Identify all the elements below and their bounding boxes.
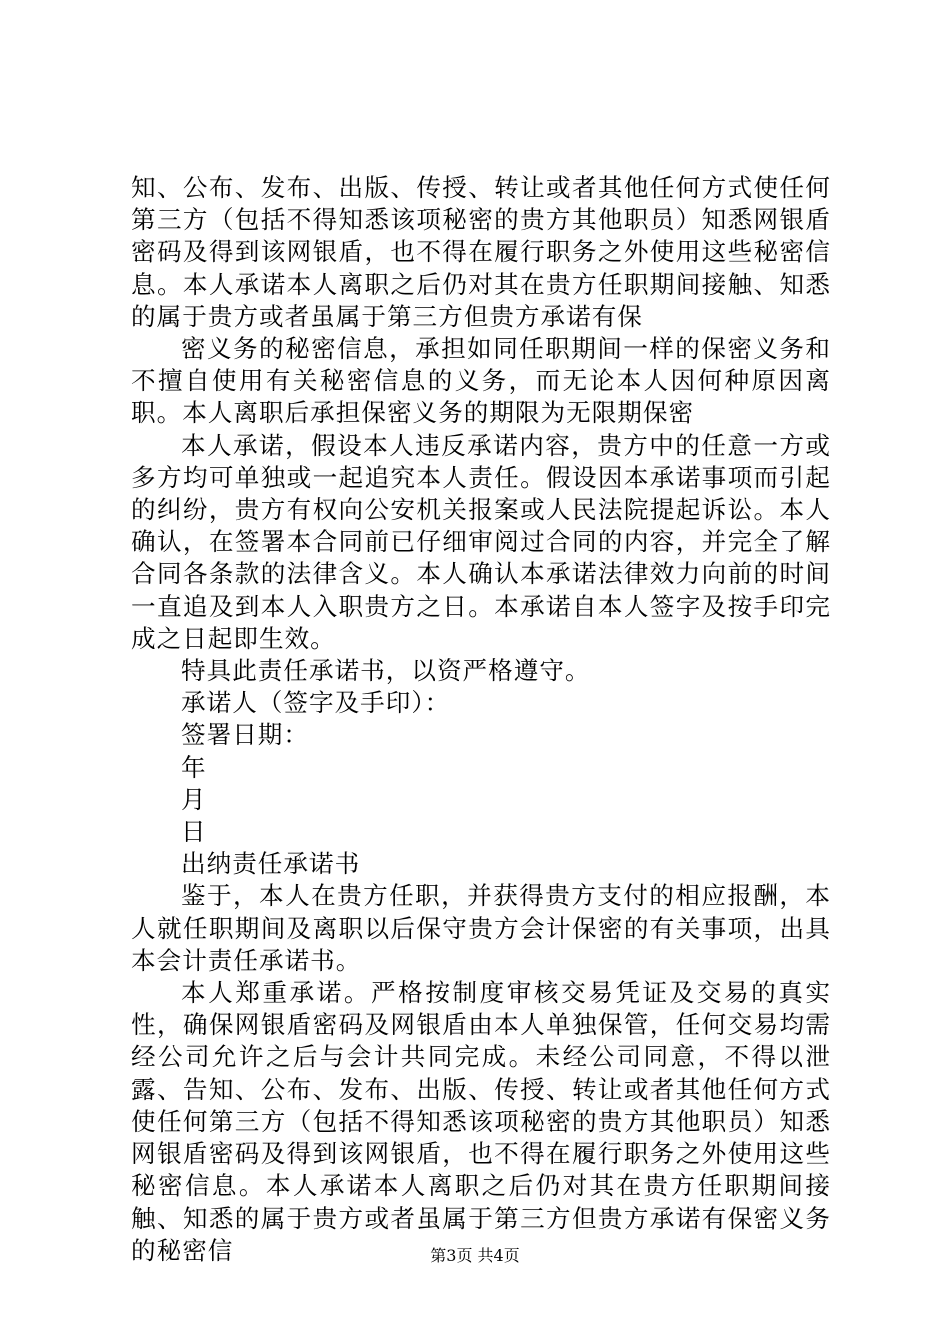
paragraph: 本人承诺，假设本人违反承诺内容，贵方中的任意一方或多方均可单独或一起追究本人责任。假设因本承诺事项而引起的纠纷，贵方有权向公安机关报案或人民法院提起诉讼。本人确认，在签署本合同前已仔细审阅过合同的内容，并完全了解合同各条款的法律含义。本人确认本承诺法律效力向前的时间一直追及到本人入职贵方之日。本承诺自本人签字及按手印完成之日起即生效。: [131, 430, 831, 653]
sign-date-label: 签署日期：: [181, 720, 309, 750]
paragraph: 鉴于，本人在贵方任职，并获得贵方支付的相应报酬，本人就任职期间及离职以后保守贵方会计保密的有关事项，出具本会计责任承诺书。: [131, 881, 831, 975]
page-number-footer: 第3页 共4页: [430, 1246, 520, 1265]
document-body: [131, 172, 831, 1267]
section-title: 出纳责任承诺书: [181, 849, 361, 879]
paragraph: 密义务的秘密信息，承担如同任职期间一样的保密义务和不擅自使用有关秘密信息的义务，而无论本人因何种原因离职。本人离职后承担保密义务的期限为无限期保密: [131, 334, 831, 428]
signer-label: 承诺人（签字及手印）：: [181, 688, 451, 718]
paragraph: 本人郑重承诺。严格按制度审核交易凭证及交易的真实性，确保网银盾密码及网银盾由本人单独保管，任何交易均需经公司允许之后与会计共同完成。未经公司同意，不得以泄露、告知、公布、发布、出版、传授、转让或者其他任何方式使任何第三方（包括不得知悉该项秘密的贵方其他职员）知悉网银盾密码及得到该网银盾，也不得在履行职务之外使用这些秘密信息。本人承诺本人离职之后仍对其在贵方任职期间接触、知悉的属于贵方或者虽属于第三方但贵方承诺有保密义务的秘密信: [131, 978, 831, 1265]
paragraph: 知、公布、发布、出版、传授、转让或者其他任何方式使任何第三方（包括不得知悉该项秘密的贵方其他职员）知悉网银盾密码及得到该网银盾，也不得在履行职务之外使用这些秘密信息。本人承诺本人离职之后仍对其在贵方任职期间接触、知悉的属于贵方或者虽属于第三方但贵方承诺有保: [131, 173, 831, 331]
date-year-label: 年: [181, 752, 207, 782]
date-day-label: 日: [181, 817, 207, 847]
paragraph: 特具此责任承诺书，以资严格遵守。: [181, 656, 591, 686]
date-month-label: 月: [181, 784, 207, 814]
